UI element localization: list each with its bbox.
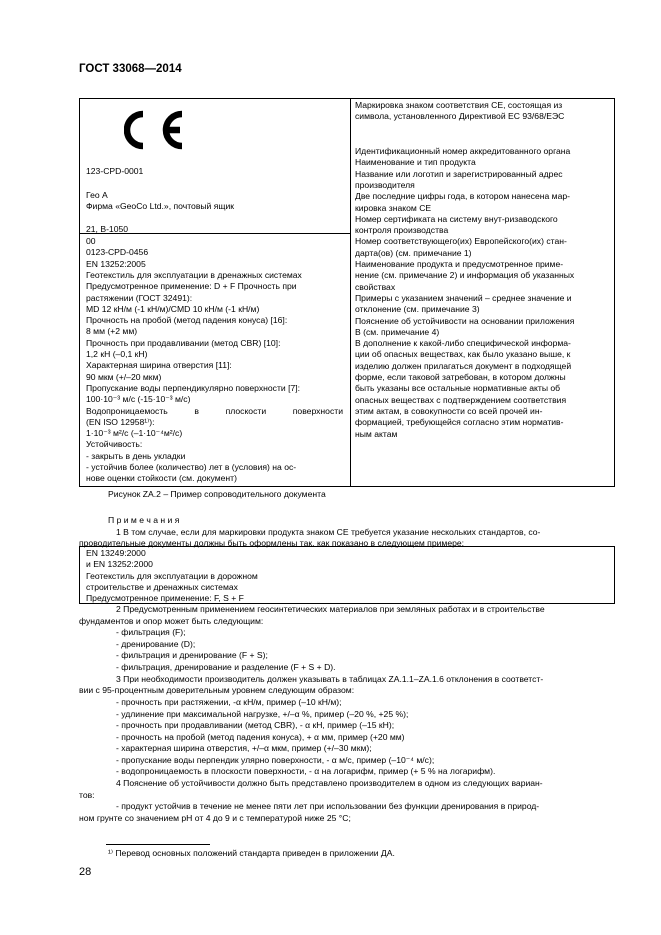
info-line: 1·10⁻³ м²/с (–1·10⁻⁴м²/с) — [86, 428, 183, 439]
explanation-line: кировка знаком СЕ — [355, 202, 432, 213]
example-line: и EN 13252:2000 — [86, 559, 153, 570]
explanation-line: Название или логотип и зарегистрированный адрес — [355, 168, 563, 179]
explanation-line: форме, если таковой затребован, в котором должны — [355, 372, 566, 382]
explanation-line: В (см. примечание 4) — [355, 326, 440, 337]
explanation-line: отклонение (см. примечание 3) — [355, 304, 480, 315]
note-3-item: - прочность при продавливании (метод CBR), - α кН, пример (–15 кН); — [116, 720, 395, 730]
explanation-line: быть указаны все остальные нормативные акты об — [355, 383, 561, 394]
footnote-separator — [106, 844, 210, 845]
explanation-line: изделию должен прилагаться документ в подходящей — [355, 360, 572, 371]
product-name: Гео А — [86, 190, 108, 200]
info-line: EN 13252:2005 — [86, 258, 146, 269]
note-2-item: - фильтрация (F); — [116, 627, 186, 637]
info-line: Пропускание воды перпендикулярно поверхности [7]: — [86, 382, 301, 393]
ce-mark-e — [164, 114, 182, 146]
info-line: MD 12 кН/м (-1 кН/м)/CMD 10 кН/м (-1 кН/м) — [86, 303, 260, 314]
example-line: Предусмотренное применение: F, S + F — [86, 593, 244, 604]
note-3-item: - прочность при растяжении, -α кН/м, пример (–10 кН/м); — [116, 697, 342, 707]
explanation-line: Наименование продукта и предусмотренное приме- — [355, 259, 564, 269]
explanation-line: опасных веществах с подтверждением соответствия — [355, 394, 567, 405]
note-1-line: проводительные документы должны быть оформлены так, как показано в следующем примере: — [79, 537, 465, 548]
explanation-line: Примеры с указанием значений – среднее значение и — [355, 292, 572, 303]
info-line: 100·10⁻³ м/с (-15·10⁻³ м/с) — [86, 394, 191, 405]
explanation-line: нение (см. примечание 2) и информация об указанных — [355, 270, 575, 281]
note-2-item: - дренирование (D); — [116, 638, 196, 649]
note-3-item: - прочность на пробой (метод падения конуса), + α мм, пример (+20 мм) — [116, 731, 405, 742]
document-header: ГОСТ 33068—2014 — [79, 63, 182, 75]
info-line: 00 — [86, 236, 96, 246]
info-line: 90 мкм (+/–20 мкм) — [86, 371, 162, 382]
note-3-item: - удлинение при максимальной нагрузке, +/–α %, пример (–20 %, +25 %); — [116, 708, 409, 719]
explanation-line: Маркировка знаком соответствия СЕ, состоящая из — [355, 100, 563, 110]
info-line: Прочность на пробой (метод падения конуса) [16]: — [86, 315, 288, 326]
note-4-line: тов: — [79, 789, 95, 800]
explanation-line: Наименование и тип продукта — [355, 157, 476, 168]
notified-body-number: 123-CPD-0001 — [86, 166, 144, 176]
info-line: Устойчивость: — [86, 439, 143, 450]
note-3-line: вии с 95-процентным доверительным уровнем следующим образом: — [79, 685, 355, 695]
info-line: Водопроницаемость в плоскости поверхности — [86, 405, 343, 416]
explanation-line: ным актам — [355, 428, 398, 439]
explanation-line: В дополнение к какой-либо специфической информа- — [355, 338, 571, 349]
note-3-item: - пропускание воды перпендик улярно поверхности, - α м/с, пример (–10⁻⁴ м/с); — [116, 754, 435, 765]
note-1-line: 1 В том случае, если для маркировки продукта знаком СЕ требуется указание нескольких стандартов, со- — [116, 526, 541, 537]
manufacturer-address-cont: 21, В-1050 — [86, 224, 129, 234]
notes-heading: П р и м е ч а н и я — [108, 515, 180, 525]
figure-caption: Рисунок ZA.2 – Пример сопроводительного документа — [108, 489, 326, 499]
explanation-line: Пояснение об устойчивости на основании приложения — [355, 315, 575, 326]
example-line: Геотекстиль для эксплуатации в дорожном — [86, 570, 258, 581]
note-2-line: 2 Предусмотренным применением геосинтетических материалов при земляных работах и в строительстве — [116, 604, 545, 614]
info-line: растяжении (ГОСТ 32491): — [86, 292, 193, 303]
note-3-line: 3 При необходимости производитель должен указывать в таблицах ZA.1.1–ZA.1.6 отклонения в соответст- — [116, 673, 544, 684]
explanation-line: ции об опасных веществах, как было указано выше, к — [355, 349, 571, 360]
explanation-line: свойствах — [355, 281, 396, 292]
explanation-line: Номер соответствующего(их) Европейского(их) стан- — [355, 236, 567, 247]
info-line: 8 мм (+2 мм) — [86, 326, 138, 337]
explanation-line: производителя — [355, 179, 415, 190]
note-2-item: - фильтрация, дренирование и разделение (F + S + D). — [116, 661, 336, 672]
explanation-line: этим актам, в совокупности со всей прочей ин- — [355, 405, 543, 416]
manufacturer-address: Фирма «GeoCo Ltd.», почтовый ящик — [86, 201, 235, 211]
note-4-line: ном грунте со значением рН от 4 до 9 и с температурой ниже 25 °С; — [79, 812, 351, 823]
explanation-line: Две последние цифры года, в котором нанесена мар- — [355, 191, 571, 202]
explanation-line: Номер сертификата на систему внут-ризаводского — [355, 213, 558, 224]
note-2-line: фундаментов и опор может быть следующим: — [79, 615, 264, 626]
explanation-line: контроля производства — [355, 225, 449, 236]
note-4-line: 4 Пояснение об устойчивости должно быть представлено производителем в одном из следующих вариан- — [116, 778, 543, 788]
info-line: - закрыть в день укладки — [86, 450, 186, 461]
ce-mark-logo — [124, 110, 204, 150]
footnote: ¹⁾ Перевод основных положений стандарта приведен в приложении ДА. — [108, 848, 395, 858]
info-line: Геотекстиль для эксплуатации в дренажных системах — [86, 269, 302, 280]
example-line: EN 13249:2000 — [86, 548, 146, 558]
info-line: Предусмотренное применение: D + F Прочность при — [86, 281, 297, 292]
note-3-item: - характерная ширина отверстия, +/–α мкм, пример (+/–30 мкм); — [116, 743, 372, 753]
ce-mark-c — [127, 114, 143, 146]
note-3-item: - водопроницаемость в плоскости поверхности, - α на логарифм, пример (+ 5 % на логарифм). — [116, 766, 496, 776]
info-line: (EN ISO 12958¹⁾): — [86, 416, 155, 427]
table-column-divider — [350, 98, 351, 486]
info-line: Прочность при продавливании (метод CBR) [10]: — [86, 337, 281, 348]
info-line: 1,2 кН (–0,1 кН) — [86, 349, 148, 359]
info-line: нове оценки стойкости (см. документ) — [86, 473, 237, 484]
page-number: 28 — [79, 866, 92, 878]
explanation-line: дарта(ов) (см. примечание 1) — [355, 247, 472, 258]
example-line: строительстве и дренажных системах — [86, 581, 238, 592]
explanation-line: символа, установленного Директивой ЕС 93/68/ЕЭС — [355, 111, 565, 122]
explanation-line: Идентификационный номер аккредитованного органа — [355, 146, 571, 156]
info-line: Характерная ширина отверстия [11]: — [86, 360, 232, 371]
info-line: - устойчив более (количество) лет в (условия) на ос- — [86, 462, 297, 472]
note-4-line: - продукт устойчив в течение не менее пяти лет при использовании без функции дренирования в природ- — [116, 801, 540, 811]
info-line: 0123-CPD-0456 — [86, 247, 149, 258]
note-2-item: - фильтрация и дренирование (F + S); — [116, 650, 268, 660]
explanation-line: формацией, требующейся согласно этим норматив- — [355, 417, 564, 428]
